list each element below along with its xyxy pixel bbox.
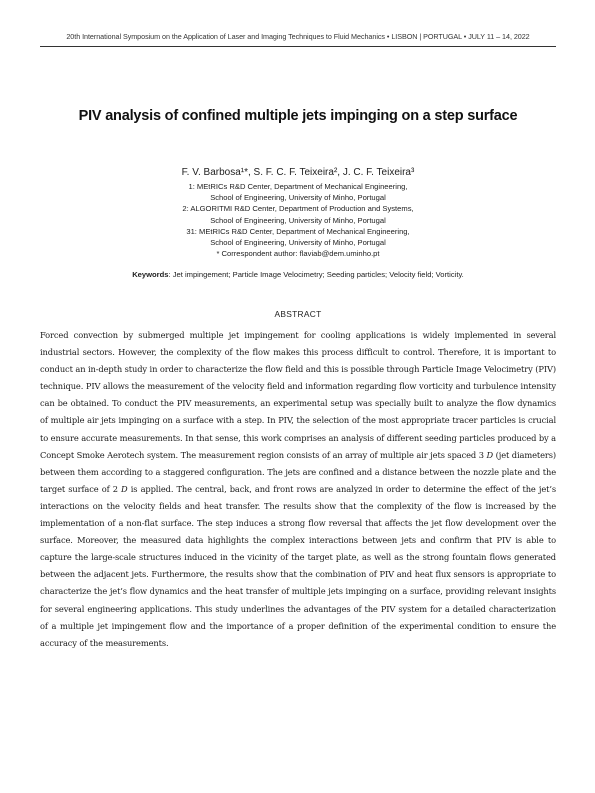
affiliation-line: School of Engineering, University of Minho, Portugal [210, 193, 386, 203]
affiliation-line: School of Engineering, University of Minho, Portugal [210, 238, 386, 248]
author-list: F. V. Barbosa¹*, S. F. C. F. Teixeira², J. C. F. Teixeira³ [181, 167, 415, 178]
affiliation-line: School of Engineering, University of Minho, Portugal [210, 215, 386, 225]
abstract-text: is applied. The central, back, and front rows are analyzed in order to determine the effect of the jet’s interactions on the velocity fields and heat transfer. The results show that the complexity of the flow is increased by the implementation of a non-flat surface. The step induces a strong flow reversal that affects the jet flow development over the surface. Moreover, the measured data highlights the complex interactions between jets and confirm that PIV is able to capture the large-scale structures induced in the vicinity of the target plate, as well as the strong fountain flows generated between the adjacent jets. Furthermore, the results show that the combination of PIV and heat flux sensors is appropriate to characterize the jet’s flow dynamics and the heat transfer of multiple jets impinging on a surface, providing relevant insights for several engineering applications. This study underlines the advantages of the PIV system for a detailed characterization of a multiple jet impingement flow and the importance of a proper definition of the experimental condition to ensure the accuracy of the measurements. [40, 483, 556, 648]
running-header: 20th International Symposium on the Application of Laser and Imaging Techniques to Fluid Mechanics • LISBON | PORTUGAL • JULY 11 – 14, 2022 [40, 32, 556, 47]
abstract-body [40, 327, 556, 652]
abstract-text: Forced convection by submerged multiple jet impingement for cooling applications is widely implemented in several industrial sectors. However, the complexity of the flow makes this process difficult to control. Therefore, it is important to conduct an in-depth study in order to characterize the flow field and this is possible through Particle Image Velocimetry (PIV) technique. PIV allows the measurement of the velocity field and information regarding flow vorticity and turbulence intensity can be obtained. To conduct the PIV measurements, an experimental setup was specially built to analyze the flow dynamics of multiple air jets impinging on a surface with a step. In PIV, the selection of the most appropriate tracer particles is crucial to ensure accurate measurements. In that sense, this work comprises an analysis of different seeding particles produced by a Concept Smoke Aerotech system. The measurement region consists of an array of multiple air jets spaced 3 [40, 330, 556, 460]
diameter-symbol: D [121, 483, 128, 494]
paper-title: PIV analysis of confined multiple jets impinging on a step surface [78, 108, 518, 124]
keywords-label: Keywords [132, 270, 169, 279]
affiliations [140, 181, 456, 259]
affiliation-line: 2: ALGORITMI R&D Center, Department of Production and Systems, [182, 204, 414, 214]
diameter-symbol: D [486, 449, 494, 460]
affiliation-line: 31: MEtRICs R&D Center, Department of Mechanical Engineering, [186, 226, 410, 236]
correspondent-author: * Correspondent author: flaviab@dem.uminho.pt [216, 249, 380, 259]
abstract-heading: ABSTRACT [274, 309, 322, 319]
affiliation-line: 1: MEtRICs R&D Center, Department of Mechanical Engineering, [188, 182, 408, 191]
keywords-text: : Jet impingement; Particle Image Velocimetry; Seeding particles; Velocity field; Vorticity. [168, 270, 464, 279]
abstract-text: (jet diameters) between them according to a staggered configuration. The jets are confined and a distance between the nozzle plate and the target surface of 2 [40, 449, 556, 494]
keywords [40, 270, 556, 279]
